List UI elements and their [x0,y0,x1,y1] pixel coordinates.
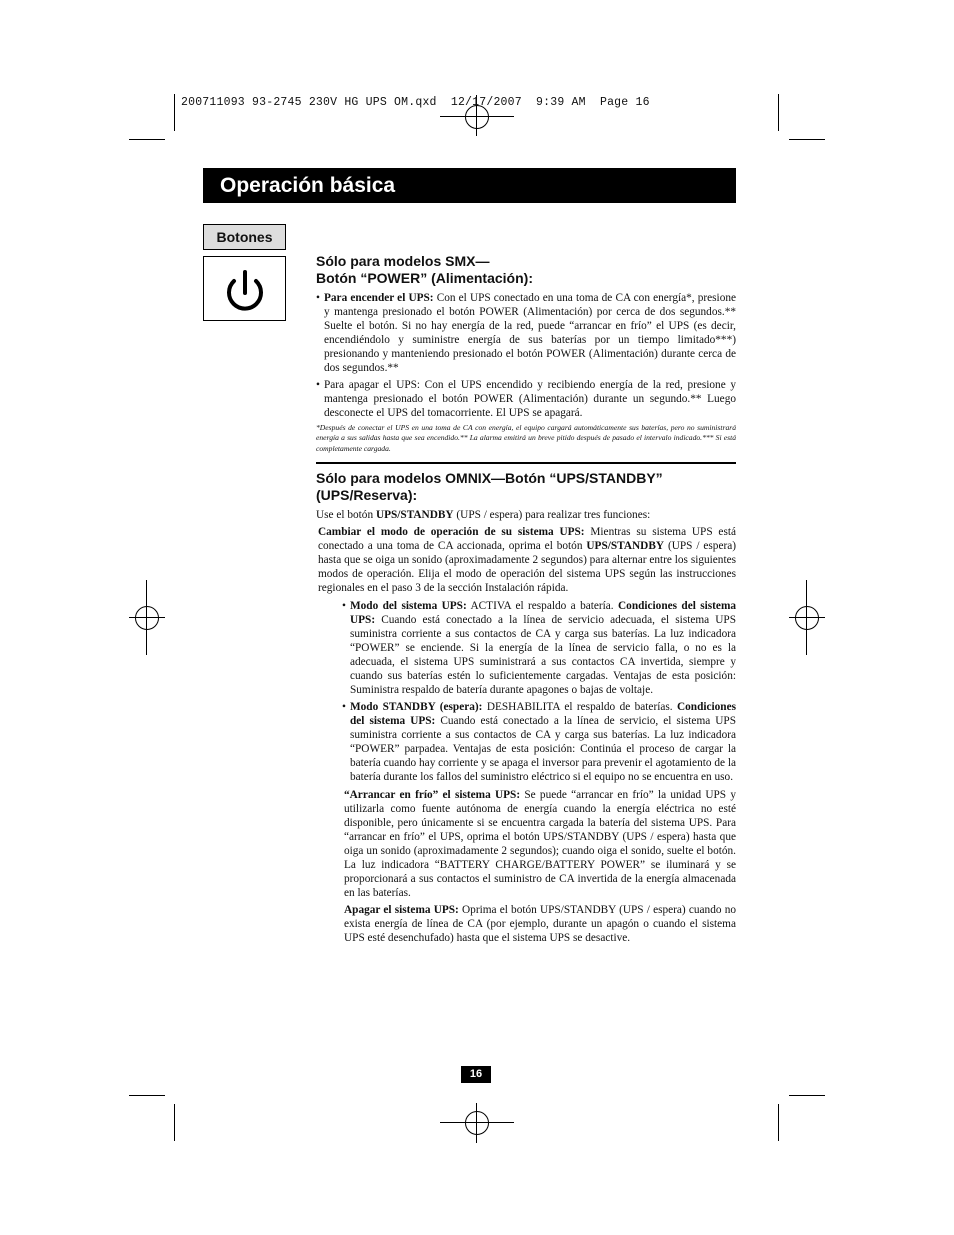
omnix-mode-standby: • Modo STANDBY (espera): DESHABILITA el respaldo de baterías. Condiciones del sistema UPS: Cuando está conectado a la línea de servicio, el sistema UPS suministra corriente a sus contactos de CA y carga sus baterías. La luz indicadora “POWER” parpadea. Ventajas de esta posición: Continúa el proceso de cargar la batería cuando hay corriente y se apaga el inversor para prevenir el agotamiento de la batería durante los fallos del suministro eléctrico si el equipo no se encuentra en uso. [342,700,736,784]
smx-footnote: *Después de conectar el UPS en una toma de CA con energía, el equipo cargará automáticamente sus baterías, pero no suministrará energía a sus salidas hasta que sea encendido.** La alarma emitirá un breve pitido después de pasado el intervalo indicado.*** Si está completamente cargada. [316,423,736,453]
omnix-heading: Sólo para modelos OMNIX—Botón “UPS/STANDBY” (UPS/Reserva): [316,470,663,503]
crop-mark [789,139,825,140]
smx-bullet-power-on: • Para encender el UPS: Con el UPS conectado en una toma de CA con energía*, presione y mantenga presionado el botón POWER (Alimentación) por cerca de dos segundos.** Suelte el botón. Si no hay energía de la red, puede “arrancar en frío” el UPS (es decir, encendiéndolo y suministre energía de sus baterías por un tiempo limitado***) presionando y manteniendo presionado el botón POWER (Alimentación) durante cerca de dos segundos.** [316,291,736,375]
crop-mark [174,94,175,131]
crop-mark [174,1104,175,1141]
print-slug-line: 200711093 93-2745 230V HG UPS OM.qxd 12/17/2007 9:39 AM Page 16 [181,96,650,109]
omnix-intro: Use el botón UPS/STANDBY (UPS / espera) para realizar tres funciones: [316,509,651,521]
section-divider [316,462,736,464]
smx-heading: Sólo para modelos SMX— Botón “POWER” (Alimentación): [316,253,533,286]
page-number: 16 [461,1066,491,1083]
power-button-box [203,256,286,321]
smx-section [316,253,736,454]
section-tag: Botones [203,224,286,250]
power-icon [204,257,285,320]
omnix-shutdown: Apagar el sistema UPS: Oprima el botón UPS/STANDBY (UPS / espera) cuando no exista energía de línea de CA (por ejemplo, durante un apagón o cuando el sistema UPS esté desenchufado) hasta que el sistema UPS se desactive. [344,904,736,944]
crop-mark [789,1095,825,1096]
omnix-cold-start: “Arrancar en frío” el sistema UPS: Se puede “arrancar en frío” la unidad UPS y utilizarla como fuente autónoma de energía cuando la energía eléctrica no esté disponible, pero únicamente si se encuentra cargada la batería del sistema UPS. Para “arrancar en frío” el UPS, oprima el botón UPS/STANDBY (UPS / espera) hasta que oiga un sonido (aproximadamente 2 segundos); cuando oiga el sonido, suelte el botón. La luz indicadora “BATTERY CHARGE/BATTERY POWER” se iluminará y se proporcionará a sus contactos el suministro de CA invertida de la energía almacenada en las baterías. [344,789,737,899]
page-title: Operación básica [203,168,736,203]
smx-bullet-power-off: • Para apagar el UPS: Con el UPS encendido y recibiendo energía de la red, presione y mantenga presionado el botón POWER (Alimentación) durante un segundo.** Luego desconecte el UPS del tomacorriente. El UPS se apagará. [316,378,736,420]
omnix-change-mode: Cambiar el modo de operación de su sistema UPS: Mientras su sistema UPS está conectado a una toma de CA accionada, oprima el botón UPS/STANDBY (UPS / espera) hasta que se oiga un sonido (aproximadamente 2 segundos) para alternar entre los siguientes modos de operación. Elija el modo de operación del sistema UPS según las instrucciones regionales en el paso 3 de la sección Instalación rápida. [318,526,736,594]
omnix-section [316,470,736,945]
omnix-mode-ups: • Modo del sistema UPS: ACTIVA el respaldo a batería. Condiciones del sistema UPS: Cuando está conectado a la línea de servicio adecuada, el sistema UPS suministra corriente a sus contactos de CA y carga sus baterías. La luz indicadora “POWER” se enciende. Si la energía de la línea de servicio falla, o no es la adecuada, el sistema UPS suministrará a sus contactos CA invertida, siempre y cuando sus baterías estén lo suficientemente cargadas. Ventajas de esta posición: Suministra respaldo de batería durante apagones o bajas de voltaje. [342,599,736,697]
crop-mark [778,94,779,131]
crop-mark [778,1104,779,1141]
crop-mark [129,139,165,140]
crop-mark [129,1095,165,1096]
